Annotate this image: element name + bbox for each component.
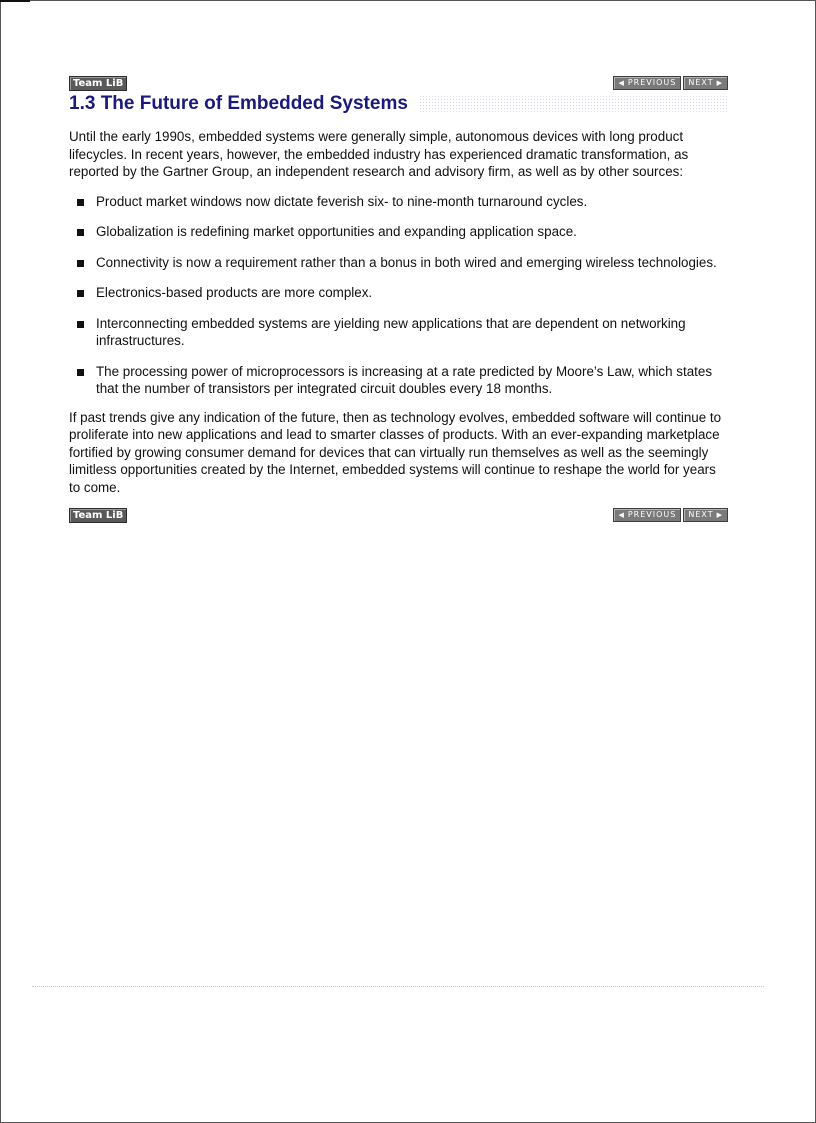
list-item-text: Interconnecting embedded systems are yielding new applications that are dependent on networking infrastructures. [96, 315, 686, 348]
previous-label: PREVIOUS [627, 510, 677, 519]
list-item [69, 363, 728, 398]
list-item-text: The processing power of microprocessors is increasing at a rate predicted by Moore’s Law, which states that the number of transistors per integrated circuit doubles every 18 months. [96, 363, 713, 396]
list-item [69, 315, 728, 350]
list-item [69, 193, 728, 211]
previous-button[interactable] [613, 508, 681, 522]
list-item-text: Connectivity is now a requirement rather than a bonus in both wired and emerging wireless technologies. [96, 254, 717, 270]
section-title: 1.3 The Future of Embedded Systems [69, 93, 412, 115]
bullet-square-icon [77, 260, 84, 267]
list-item-text: Electronics-based products are more complex. [96, 285, 373, 300]
next-button[interactable] [683, 76, 728, 90]
list-item-text: Product market windows now dictate feverish six- to nine-month turnaround cycles. [96, 193, 588, 209]
bullet-list [69, 193, 728, 398]
intro-paragraph: Until the early 1990s, embedded systems were generally simple, autonomous devices with long product lifecycles. In recent years, however, the embedded industry has experienced dramatic transformation, as reported by the Gartner Group, an independent research and advisory firm, as well as by other sources: [69, 129, 689, 179]
bottom-nav-buttons [613, 508, 728, 522]
bullet-square-icon [77, 229, 84, 236]
next-label: NEXT [688, 510, 714, 519]
next-label: NEXT [688, 78, 714, 87]
triangle-right-icon: ▶ [716, 79, 723, 87]
bullet-square-icon [77, 199, 84, 206]
previous-label: PREVIOUS [627, 78, 677, 87]
bullet-square-icon [77, 369, 84, 376]
bullet-square-icon [77, 321, 84, 328]
list-item-text: Globalization is redefining market opportunities and expanding application space. [96, 224, 577, 239]
bullet-square-icon [77, 290, 84, 297]
list-item [69, 254, 728, 272]
corner-mark [0, 0, 30, 2]
triangle-left-icon: ◀ [618, 511, 625, 519]
page-content [69, 76, 728, 522]
team-lib-badge[interactable]: Team LiB [69, 508, 127, 523]
footer-divider [32, 986, 764, 987]
bottom-nav [69, 508, 728, 522]
team-lib-badge[interactable]: Team LiB [69, 76, 127, 91]
next-button[interactable] [683, 508, 728, 522]
top-nav [69, 76, 728, 90]
previous-button[interactable] [613, 76, 681, 90]
closing-paragraph: If past trends give any indication of the future, then as technology evolves, embedded software will continue to proliferate into new applications and lead to smarter classes of products. With an ever-expanding marketplace fortified by growing consumer demand for devices that can virtually run themselves as well as the seemingly limitless opportunities created by the Internet, embedded systems will continue to reshape the world for years to come. [69, 409, 722, 495]
triangle-left-icon: ◀ [618, 79, 625, 87]
title-row [69, 93, 728, 115]
triangle-right-icon: ▶ [716, 511, 723, 519]
list-item [69, 223, 728, 241]
list-item [69, 284, 728, 302]
top-nav-buttons [613, 76, 728, 90]
